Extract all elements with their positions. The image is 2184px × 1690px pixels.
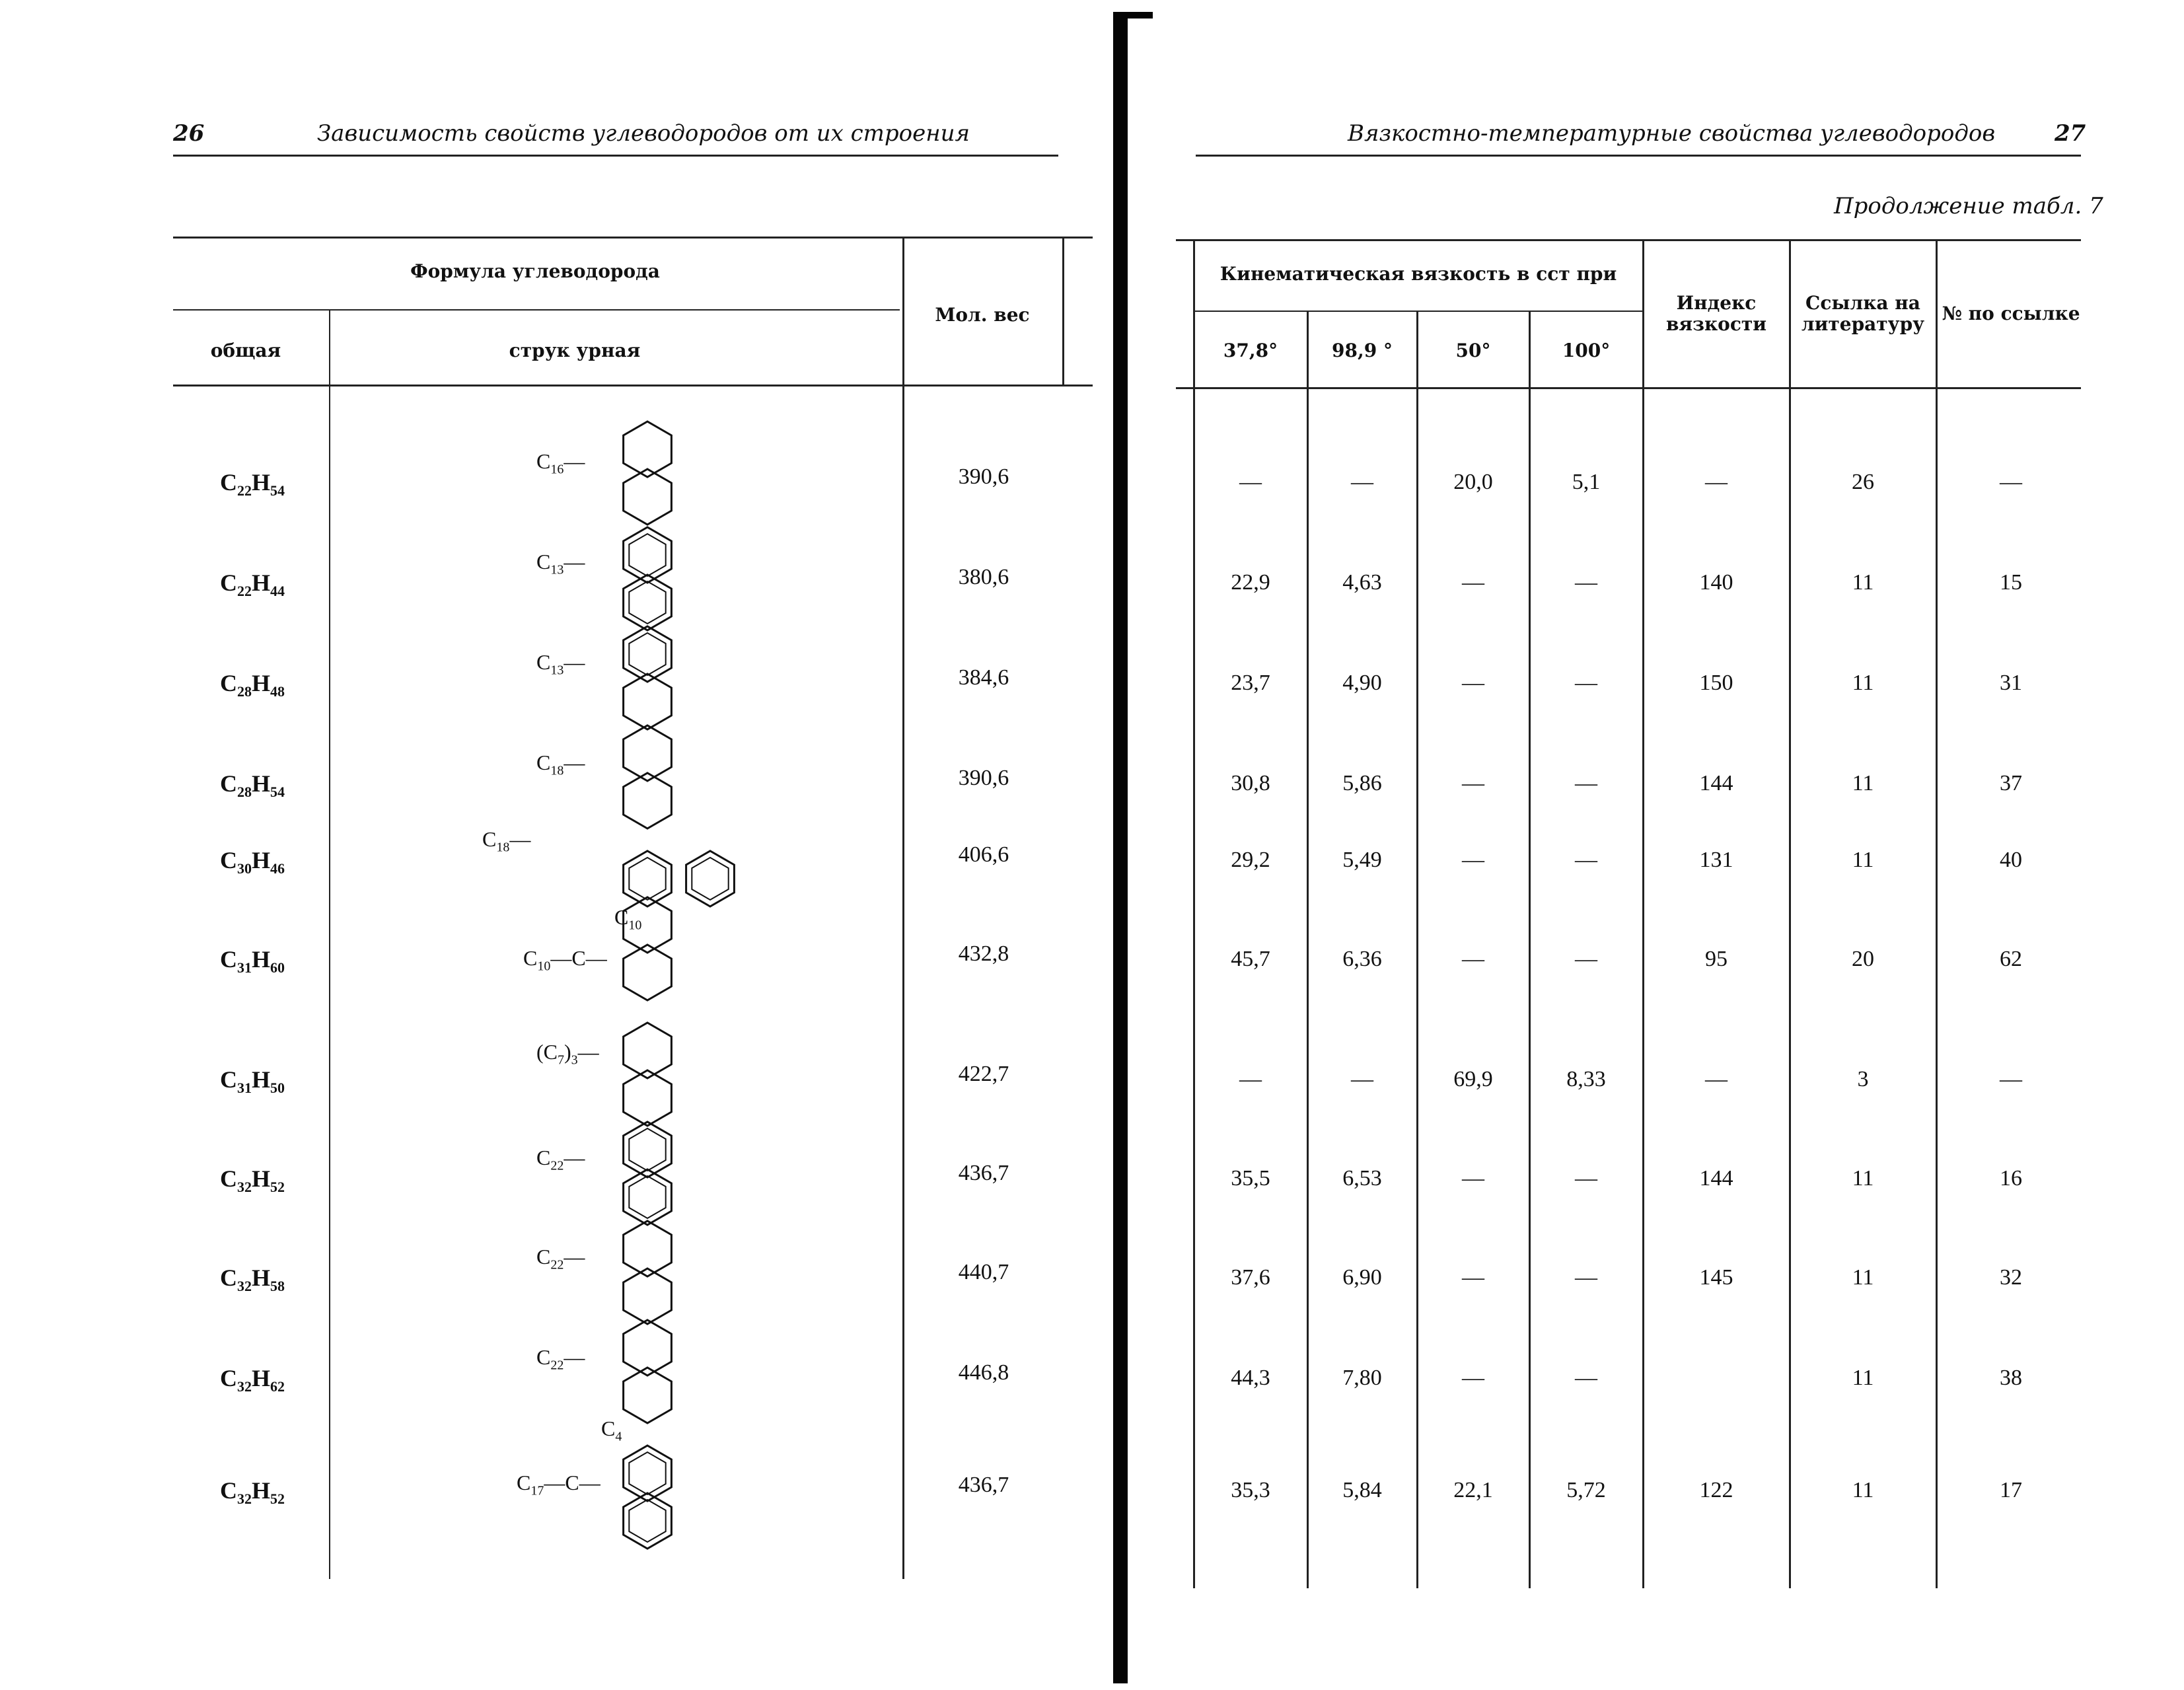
row-general-formula: $C_{32}H_{62}$	[219, 1365, 285, 1395]
row-visc-50: —	[1462, 570, 1484, 595]
left-table-top-rule	[173, 237, 1093, 239]
left-col-divider-1	[329, 311, 330, 1579]
row-number-by-reference: —	[2000, 470, 2022, 494]
row-visc-100: —	[1575, 1265, 1597, 1290]
header-temp-98-9: 98,9 °	[1332, 340, 1393, 361]
header-number-by-reference: № по ссылке	[1942, 303, 2080, 324]
row-reference: 3	[1857, 1067, 1869, 1091]
substituent-label: $C_4$	[601, 1416, 622, 1444]
row-general-formula: $C_{28}H_{48}$	[219, 670, 285, 700]
row-visc-98-9: —	[1351, 470, 1373, 494]
substituent-label: $C_{13}—$	[536, 650, 585, 678]
header-temp-37-8: 37,8°	[1223, 340, 1278, 361]
header-kinematic-viscosity: Кинематическая вязкость в сст при	[1219, 263, 1617, 285]
row-mol-weight: 390,6	[958, 766, 1009, 790]
row-reference: 11	[1852, 1478, 1874, 1502]
row-viscosity-index: 122	[1699, 1478, 1733, 1502]
row-visc-37-8: —	[1239, 470, 1262, 494]
row-general-formula: $C_{28}H_{54}$	[219, 770, 285, 801]
row-mol-weight: 406,6	[958, 842, 1009, 867]
right-col-divider-2	[1416, 312, 1418, 1588]
row-reference: 11	[1852, 1366, 1874, 1390]
book-spine	[1113, 12, 1128, 1683]
row-viscosity-index: 131	[1699, 848, 1733, 872]
book-spine-cap	[1113, 12, 1153, 18]
row-visc-98-9: —	[1351, 1067, 1373, 1091]
row-visc-100: 5,1	[1572, 470, 1601, 494]
right-col-divider-3	[1529, 312, 1531, 1588]
left-page-number: 26	[173, 120, 205, 147]
row-number-by-reference: 31	[2000, 671, 2022, 695]
structural-formula-drawing	[595, 1315, 806, 1434]
row-visc-100: 5,72	[1566, 1478, 1606, 1502]
row-visc-37-8: 35,5	[1231, 1166, 1270, 1191]
row-visc-98-9: 4,63	[1342, 570, 1382, 595]
row-number-by-reference: 32	[2000, 1265, 2022, 1290]
row-visc-100: —	[1575, 1166, 1597, 1191]
row-mol-weight: 380,6	[958, 565, 1009, 589]
row-general-formula: $C_{32}H_{58}$	[219, 1265, 285, 1295]
row-visc-98-9: 5,84	[1342, 1478, 1382, 1502]
substituent-label: $C_{16}—$	[536, 449, 585, 477]
row-viscosity-index: 95	[1705, 947, 1728, 971]
right-col-divider-4	[1642, 240, 1644, 1588]
header-reference-1: Ссылка на	[1805, 292, 1920, 314]
header-reference-2: литературу	[1801, 313, 1925, 335]
row-visc-37-8: 35,3	[1231, 1478, 1270, 1502]
row-general-formula: $C_{31}H_{50}$	[219, 1066, 285, 1097]
row-number-by-reference: 16	[2000, 1166, 2022, 1191]
header-temp-50: 50°	[1455, 340, 1491, 361]
row-visc-37-8: 23,7	[1231, 671, 1270, 695]
row-visc-50: —	[1462, 848, 1484, 872]
left-col-divider-2	[902, 238, 904, 1579]
row-visc-50: —	[1462, 1366, 1484, 1390]
row-mol-weight: 436,7	[958, 1161, 1009, 1185]
row-reference: 11	[1852, 1265, 1874, 1290]
row-mol-weight: 446,8	[958, 1360, 1009, 1385]
right-head-rule	[1196, 155, 2081, 157]
left-header-bottom-rule	[173, 385, 1093, 386]
right-page-number: 27	[2055, 120, 2086, 147]
row-visc-100: —	[1575, 671, 1597, 695]
substituent-label: $C_{22}—$	[536, 1245, 585, 1272]
row-visc-100: —	[1575, 771, 1597, 795]
row-number-by-reference: 15	[2000, 570, 2022, 595]
row-visc-100: —	[1575, 570, 1597, 595]
row-visc-37-8: 22,9	[1231, 570, 1270, 595]
row-mol-weight: 422,7	[958, 1062, 1009, 1086]
left-formula-subrule	[173, 309, 900, 311]
row-number-by-reference: 17	[2000, 1478, 2022, 1502]
row-visc-50: —	[1462, 1166, 1484, 1191]
substituent-label: $C_{10}$	[614, 905, 642, 933]
row-visc-50: —	[1462, 947, 1484, 971]
row-viscosity-index: 144	[1699, 771, 1733, 795]
row-number-by-reference: 38	[2000, 1366, 2022, 1390]
row-visc-100: —	[1575, 1366, 1597, 1390]
row-general-formula: $C_{32}H_{52}$	[219, 1477, 285, 1508]
header-structural: струк урная	[509, 340, 641, 361]
row-visc-98-9: 5,86	[1342, 771, 1382, 795]
header-general: общая	[210, 340, 281, 361]
row-mol-weight: 390,6	[958, 464, 1009, 489]
row-number-by-reference: 40	[2000, 848, 2022, 872]
structural-formula-drawing	[595, 416, 806, 535]
row-visc-37-8: 30,8	[1231, 771, 1270, 795]
row-visc-37-8: 29,2	[1231, 848, 1270, 872]
row-visc-37-8: 37,6	[1231, 1265, 1270, 1290]
row-number-by-reference: 62	[2000, 947, 2022, 971]
row-visc-37-8: 45,7	[1231, 947, 1270, 971]
row-visc-98-9: 6,90	[1342, 1265, 1382, 1290]
header-viscosity-index-2: вязкости	[1665, 313, 1767, 335]
row-visc-98-9: 6,36	[1342, 947, 1382, 971]
row-visc-98-9: 7,80	[1342, 1366, 1382, 1390]
right-col-divider-6	[1936, 240, 1938, 1588]
right-table-top-rule	[1176, 239, 2081, 241]
substituent-label: $C_{17}—C—$	[517, 1471, 601, 1498]
row-general-formula: $C_{30}H_{46}$	[219, 847, 285, 877]
row-viscosity-index: —	[1705, 470, 1728, 494]
right-col-divider-0	[1193, 240, 1195, 1588]
row-number-by-reference: —	[2000, 1067, 2022, 1091]
row-reference: 11	[1852, 1166, 1874, 1191]
row-mol-weight: 440,7	[958, 1260, 1009, 1284]
row-general-formula: $C_{22}H_{44}$	[219, 569, 285, 600]
right-header-bottom-rule	[1176, 387, 2081, 389]
row-visc-98-9: 5,49	[1342, 848, 1382, 872]
row-visc-50: 69,9	[1453, 1067, 1493, 1091]
substituent-label: $(C_7)_3—$	[536, 1040, 599, 1068]
structural-formula-drawing	[595, 720, 806, 839]
substituent-label: $C_{22}—$	[536, 1146, 585, 1173]
row-mol-weight: 384,6	[958, 665, 1009, 690]
row-visc-50: —	[1462, 1265, 1484, 1290]
row-visc-50: 22,1	[1453, 1478, 1493, 1502]
row-mol-weight: 432,8	[958, 941, 1009, 966]
row-viscosity-index: 150	[1699, 671, 1733, 695]
right-col-divider-5	[1789, 240, 1791, 1588]
left-col-divider-3	[1062, 238, 1064, 386]
substituent-label: $C_{10}—C—$	[523, 946, 607, 974]
row-visc-50: 20,0	[1453, 470, 1493, 494]
right-col-divider-1	[1307, 312, 1309, 1588]
table-continuation-label: Продолжение табл. 7	[1834, 193, 2103, 219]
row-reference: 11	[1852, 570, 1874, 595]
row-viscosity-index: 145	[1699, 1265, 1733, 1290]
substituent-label: $C_{22}—$	[536, 1345, 585, 1373]
row-mol-weight: 436,7	[958, 1473, 1009, 1497]
row-reference: 11	[1852, 771, 1874, 795]
header-mol-weight: Мол. вес	[935, 304, 1030, 326]
left-head-rule	[173, 155, 1058, 157]
substituent-label: $C_{18}—$	[536, 751, 585, 778]
row-visc-100: —	[1575, 947, 1597, 971]
row-visc-100: —	[1575, 848, 1597, 872]
substituent-label: $C_{18}—$	[482, 827, 531, 855]
header-temp-100: 100°	[1562, 340, 1611, 361]
substituent-label: $C_{13}—$	[536, 550, 585, 577]
row-reference: 11	[1852, 848, 1874, 872]
right-running-head: Вязкостно-температурные свойства углеводородов	[1348, 120, 1996, 147]
header-viscosity-index-1: Индекс	[1676, 292, 1757, 314]
row-viscosity-index: 144	[1699, 1166, 1733, 1191]
row-reference: 26	[1852, 470, 1874, 494]
row-reference: 20	[1852, 947, 1874, 971]
row-general-formula: $C_{22}H_{54}$	[219, 469, 285, 499]
header-formula-group: Формула углеводорода	[410, 260, 660, 282]
left-running-head: Зависимость свойств углеводородов от их строения	[317, 120, 970, 147]
row-number-by-reference: 37	[2000, 771, 2022, 795]
row-visc-98-9: 6,53	[1342, 1166, 1382, 1191]
row-visc-50: —	[1462, 671, 1484, 695]
row-viscosity-index: 140	[1699, 570, 1733, 595]
row-visc-50: —	[1462, 771, 1484, 795]
row-visc-98-9: 4,90	[1342, 671, 1382, 695]
row-visc-100: 8,33	[1566, 1067, 1606, 1091]
row-visc-37-8: —	[1239, 1067, 1262, 1091]
row-reference: 11	[1852, 671, 1874, 695]
row-viscosity-index: —	[1705, 1067, 1728, 1091]
structural-formula-drawing	[595, 1440, 806, 1559]
row-general-formula: $C_{32}H_{52}$	[219, 1165, 285, 1196]
row-visc-37-8: 44,3	[1231, 1366, 1270, 1390]
row-general-formula: $C_{31}H_{60}$	[219, 946, 285, 976]
